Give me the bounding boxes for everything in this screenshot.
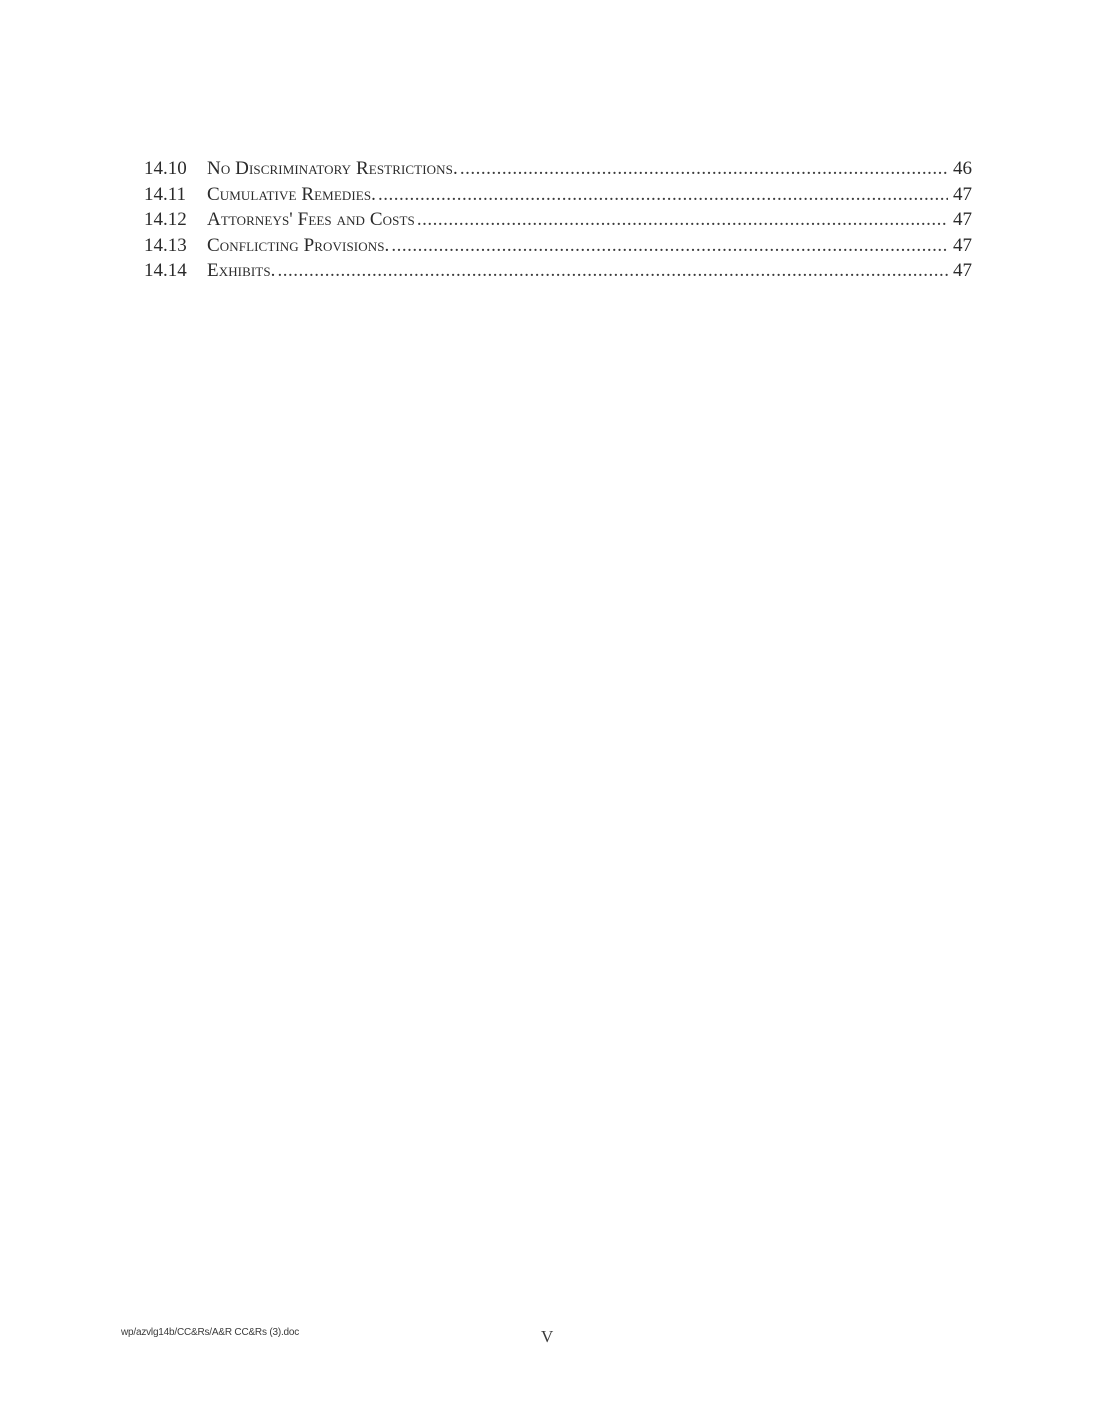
toc-dot-leader: [460, 156, 948, 182]
toc-entry: [144, 233, 972, 259]
toc-dot-leader: [378, 182, 948, 208]
toc-entry-page: 46: [953, 158, 972, 179]
toc-dot-leader: [391, 233, 948, 259]
toc-entry-page: 47: [953, 234, 972, 256]
toc-entry-title: Conflicting Provisions.: [207, 234, 390, 256]
toc-entry-number: 14.13: [144, 234, 187, 256]
toc-entry-title: No Discriminatory Restrictions.: [207, 158, 458, 179]
toc-entry: [144, 156, 972, 182]
table-of-contents: [144, 156, 972, 284]
footer-file-path: wp/azvlg14b/CC&Rs/A&R CC&Rs (3).doc: [121, 1327, 300, 1338]
toc-entry-title: Exhibits.: [207, 260, 276, 281]
toc-entry-title: Attorneys' Fees and Costs: [207, 209, 415, 230]
toc-entry-title: Cumulative Remedies.: [207, 183, 376, 205]
toc-dot-leader: [278, 258, 948, 284]
toc-entry-number: 14.11: [144, 183, 187, 205]
toc-entry-page: 47: [953, 260, 972, 281]
toc-entry: [144, 258, 972, 284]
toc-dot-leader: [417, 207, 948, 233]
toc-entry-number: 14.10: [144, 158, 187, 179]
toc-entry: [144, 207, 972, 233]
toc-entry-number: 14.12: [144, 209, 187, 230]
footer-page-number: V: [541, 1327, 554, 1346]
toc-entry-page: 47: [953, 183, 972, 205]
toc-entry-page: 47: [953, 209, 972, 230]
toc-entry-number: 14.14: [144, 260, 187, 281]
toc-entry: [144, 182, 972, 208]
